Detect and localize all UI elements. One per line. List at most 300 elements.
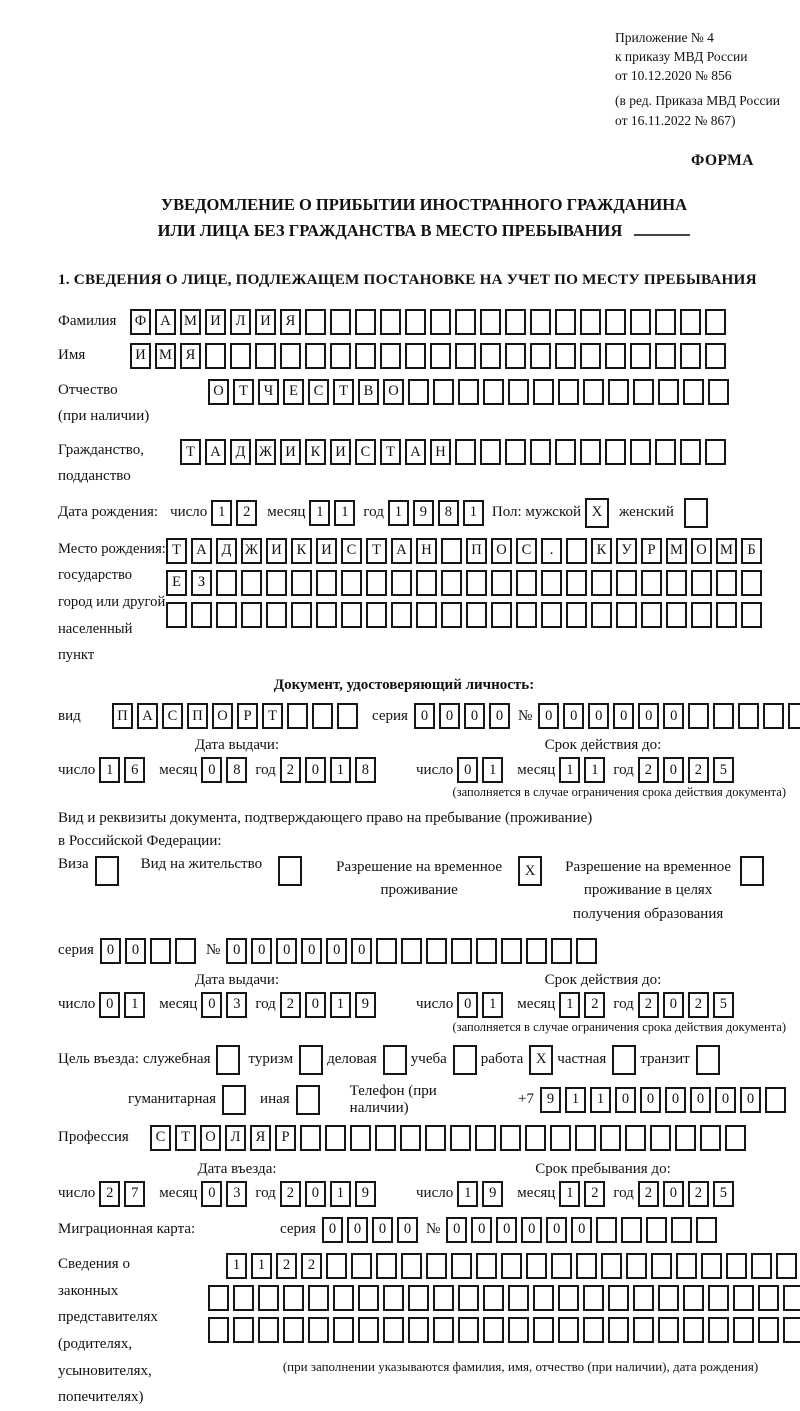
form-cell[interactable]: 0 [351, 938, 372, 964]
form-cell[interactable] [533, 1317, 554, 1343]
form-cell[interactable]: 0 [740, 1087, 761, 1113]
form-cell[interactable] [425, 1125, 446, 1151]
form-cell[interactable]: 0 [489, 703, 510, 729]
form-cell[interactable]: 0 [521, 1217, 542, 1243]
form-cell[interactable]: 0 [226, 938, 247, 964]
form-cell[interactable] [655, 309, 676, 335]
form-cell[interactable]: 1 [251, 1253, 272, 1279]
form-cell[interactable]: Р [275, 1125, 296, 1151]
form-cell[interactable] [741, 570, 762, 596]
form-cell[interactable]: 0 [201, 1181, 222, 1207]
form-cell[interactable]: 1 [124, 992, 145, 1018]
form-cell[interactable]: 5 [713, 1181, 734, 1207]
form-cell[interactable] [441, 538, 462, 564]
form-cell[interactable] [299, 1045, 323, 1075]
form-cell[interactable] [558, 379, 579, 405]
form-cell[interactable] [680, 309, 701, 335]
form-cell[interactable]: 9 [355, 992, 376, 1018]
form-cell[interactable] [683, 1285, 704, 1311]
form-cell[interactable]: 1 [457, 1181, 478, 1207]
form-cell[interactable]: 2 [688, 757, 709, 783]
form-cell[interactable] [483, 379, 504, 405]
form-cell[interactable] [341, 602, 362, 628]
form-cell[interactable]: Я [180, 343, 201, 369]
form-cell[interactable] [333, 1317, 354, 1343]
form-cell[interactable] [453, 1045, 477, 1075]
form-cell[interactable]: 0 [276, 938, 297, 964]
form-cell[interactable]: Я [250, 1125, 271, 1151]
form-cell[interactable] [380, 309, 401, 335]
form-cell[interactable]: X [529, 1045, 553, 1075]
form-cell[interactable]: 2 [638, 757, 659, 783]
form-cell[interactable]: 0 [640, 1087, 661, 1113]
form-cell[interactable]: О [383, 379, 404, 405]
form-cell[interactable] [696, 1217, 717, 1243]
form-cell[interactable] [633, 1285, 654, 1311]
form-cell[interactable] [541, 602, 562, 628]
form-cell[interactable]: 0 [663, 992, 684, 1018]
form-cell[interactable] [658, 379, 679, 405]
form-cell[interactable]: И [130, 343, 151, 369]
form-cell[interactable]: И [316, 538, 337, 564]
form-cell[interactable] [600, 1125, 621, 1151]
form-cell[interactable] [541, 570, 562, 596]
form-cell[interactable] [408, 1317, 429, 1343]
form-cell[interactable]: О [200, 1125, 221, 1151]
form-cell[interactable]: Ф [130, 309, 151, 335]
form-cell[interactable] [501, 938, 522, 964]
form-cell[interactable] [740, 856, 764, 886]
form-cell[interactable] [655, 343, 676, 369]
form-cell[interactable]: 0 [201, 757, 222, 783]
form-cell[interactable] [608, 379, 629, 405]
form-cell[interactable]: И [266, 538, 287, 564]
form-cell[interactable]: 0 [663, 703, 684, 729]
form-cell[interactable]: Т [262, 703, 283, 729]
form-cell[interactable] [575, 1125, 596, 1151]
form-cell[interactable] [505, 309, 526, 335]
form-cell[interactable] [583, 1317, 604, 1343]
form-cell[interactable]: А [191, 538, 212, 564]
form-cell[interactable]: Н [430, 439, 451, 465]
form-cell[interactable]: 0 [251, 938, 272, 964]
form-cell[interactable]: Л [230, 309, 251, 335]
form-cell[interactable] [287, 703, 308, 729]
form-cell[interactable] [216, 1045, 240, 1075]
form-cell[interactable] [525, 1125, 546, 1151]
form-cell[interactable] [580, 309, 601, 335]
form-cell[interactable] [701, 1253, 722, 1279]
form-cell[interactable] [555, 439, 576, 465]
form-cell[interactable]: Т [380, 439, 401, 465]
form-cell[interactable]: 2 [280, 992, 301, 1018]
form-cell[interactable] [483, 1317, 504, 1343]
form-cell[interactable] [433, 1317, 454, 1343]
form-cell[interactable] [626, 1253, 647, 1279]
form-cell[interactable]: 3 [226, 992, 247, 1018]
form-cell[interactable]: Л [225, 1125, 246, 1151]
form-cell[interactable]: 0 [571, 1217, 592, 1243]
form-cell[interactable]: И [205, 309, 226, 335]
form-cell[interactable] [508, 379, 529, 405]
form-cell[interactable] [258, 1285, 279, 1311]
form-cell[interactable] [526, 1253, 547, 1279]
form-cell[interactable]: 1 [590, 1087, 611, 1113]
form-cell[interactable] [408, 1285, 429, 1311]
form-cell[interactable] [405, 309, 426, 335]
form-cell[interactable] [341, 570, 362, 596]
form-cell[interactable] [376, 1253, 397, 1279]
form-cell[interactable]: С [150, 1125, 171, 1151]
form-cell[interactable] [605, 439, 626, 465]
form-cell[interactable] [580, 343, 601, 369]
form-cell[interactable]: Р [237, 703, 258, 729]
form-cell[interactable]: М [180, 309, 201, 335]
form-cell[interactable]: Д [216, 538, 237, 564]
form-cell[interactable] [500, 1125, 521, 1151]
form-cell[interactable]: X [518, 856, 542, 886]
form-cell[interactable] [316, 570, 337, 596]
form-cell[interactable] [95, 856, 119, 886]
form-cell[interactable] [783, 1285, 800, 1311]
form-cell[interactable]: 0 [496, 1217, 517, 1243]
form-cell[interactable]: 1 [226, 1253, 247, 1279]
form-cell[interactable]: 0 [414, 703, 435, 729]
form-cell[interactable] [450, 1125, 471, 1151]
form-cell[interactable] [680, 439, 701, 465]
form-cell[interactable] [430, 309, 451, 335]
form-cell[interactable] [508, 1285, 529, 1311]
form-cell[interactable] [400, 1125, 421, 1151]
form-cell[interactable]: Е [283, 379, 304, 405]
form-cell[interactable] [683, 1317, 704, 1343]
form-cell[interactable] [583, 1285, 604, 1311]
form-cell[interactable]: 1 [211, 500, 232, 526]
form-cell[interactable]: 0 [546, 1217, 567, 1243]
form-cell[interactable]: С [355, 439, 376, 465]
form-cell[interactable] [433, 379, 454, 405]
form-cell[interactable] [508, 1317, 529, 1343]
form-cell[interactable]: 0 [201, 992, 222, 1018]
form-cell[interactable]: 0 [471, 1217, 492, 1243]
form-cell[interactable]: К [291, 538, 312, 564]
form-cell[interactable]: 0 [326, 938, 347, 964]
form-cell[interactable]: 6 [124, 757, 145, 783]
form-cell[interactable] [480, 343, 501, 369]
form-cell[interactable] [330, 309, 351, 335]
form-cell[interactable] [530, 309, 551, 335]
form-cell[interactable] [591, 570, 612, 596]
form-cell[interactable]: И [255, 309, 276, 335]
form-cell[interactable]: П [112, 703, 133, 729]
form-cell[interactable]: Т [180, 439, 201, 465]
form-cell[interactable] [555, 343, 576, 369]
form-cell[interactable]: 2 [638, 1181, 659, 1207]
form-cell[interactable]: 0 [665, 1087, 686, 1113]
form-cell[interactable] [505, 343, 526, 369]
form-cell[interactable] [475, 1125, 496, 1151]
form-cell[interactable]: Т [166, 538, 187, 564]
form-cell[interactable] [491, 570, 512, 596]
form-cell[interactable]: 0 [638, 703, 659, 729]
form-cell[interactable] [651, 1253, 672, 1279]
form-cell[interactable] [458, 379, 479, 405]
form-cell[interactable]: О [491, 538, 512, 564]
form-cell[interactable] [383, 1317, 404, 1343]
form-cell[interactable]: Б [741, 538, 762, 564]
form-cell[interactable] [680, 343, 701, 369]
form-cell[interactable]: А [155, 309, 176, 335]
form-cell[interactable]: К [305, 439, 326, 465]
form-cell[interactable]: 2 [301, 1253, 322, 1279]
form-cell[interactable] [316, 602, 337, 628]
form-cell[interactable]: 1 [559, 1181, 580, 1207]
form-cell[interactable] [608, 1285, 629, 1311]
form-cell[interactable] [380, 343, 401, 369]
form-cell[interactable] [266, 602, 287, 628]
form-cell[interactable] [505, 439, 526, 465]
form-cell[interactable] [530, 439, 551, 465]
form-cell[interactable] [383, 1285, 404, 1311]
form-cell[interactable]: Я [280, 309, 301, 335]
form-cell[interactable] [258, 1317, 279, 1343]
form-cell[interactable] [630, 343, 651, 369]
form-cell[interactable]: 0 [125, 938, 146, 964]
form-cell[interactable]: Ж [255, 439, 276, 465]
form-cell[interactable]: 2 [584, 1181, 605, 1207]
form-cell[interactable] [650, 1125, 671, 1151]
form-cell[interactable]: 8 [226, 757, 247, 783]
form-cell[interactable] [666, 570, 687, 596]
form-cell[interactable]: 0 [100, 938, 121, 964]
form-cell[interactable] [776, 1253, 797, 1279]
form-cell[interactable] [441, 570, 462, 596]
form-cell[interactable] [455, 309, 476, 335]
form-cell[interactable] [666, 602, 687, 628]
form-cell[interactable] [708, 1317, 729, 1343]
form-cell[interactable]: А [137, 703, 158, 729]
form-cell[interactable]: П [187, 703, 208, 729]
form-cell[interactable] [691, 570, 712, 596]
form-cell[interactable]: 8 [438, 500, 459, 526]
form-cell[interactable] [576, 1253, 597, 1279]
form-cell[interactable] [658, 1317, 679, 1343]
form-cell[interactable] [296, 1085, 320, 1115]
form-cell[interactable] [300, 1125, 321, 1151]
form-cell[interactable] [241, 602, 262, 628]
form-cell[interactable] [350, 1125, 371, 1151]
form-cell[interactable]: 9 [540, 1087, 561, 1113]
form-cell[interactable]: 0 [588, 703, 609, 729]
form-cell[interactable] [616, 570, 637, 596]
form-cell[interactable]: 2 [276, 1253, 297, 1279]
form-cell[interactable] [191, 602, 212, 628]
form-cell[interactable] [455, 343, 476, 369]
form-cell[interactable]: 0 [690, 1087, 711, 1113]
form-cell[interactable]: Ж [241, 538, 262, 564]
form-cell[interactable]: У [616, 538, 637, 564]
form-cell[interactable] [451, 938, 472, 964]
form-cell[interactable] [308, 1285, 329, 1311]
form-cell[interactable]: Т [366, 538, 387, 564]
form-cell[interactable]: 7 [124, 1181, 145, 1207]
form-cell[interactable] [630, 439, 651, 465]
form-cell[interactable] [751, 1253, 772, 1279]
form-cell[interactable]: 0 [613, 703, 634, 729]
form-cell[interactable] [655, 439, 676, 465]
form-cell[interactable]: 0 [305, 757, 326, 783]
form-cell[interactable]: М [716, 538, 737, 564]
form-cell[interactable] [150, 938, 171, 964]
form-cell[interactable] [391, 570, 412, 596]
form-cell[interactable] [713, 703, 734, 729]
form-cell[interactable]: С [308, 379, 329, 405]
form-cell[interactable] [278, 856, 302, 886]
form-cell[interactable]: З [191, 570, 212, 596]
form-cell[interactable]: 0 [446, 1217, 467, 1243]
form-cell[interactable]: П [466, 538, 487, 564]
form-cell[interactable]: 0 [715, 1087, 736, 1113]
form-cell[interactable] [358, 1285, 379, 1311]
form-cell[interactable]: Е [166, 570, 187, 596]
form-cell[interactable] [233, 1285, 254, 1311]
form-cell[interactable]: 1 [482, 757, 503, 783]
form-cell[interactable] [291, 570, 312, 596]
form-cell[interactable] [641, 602, 662, 628]
form-cell[interactable] [758, 1317, 779, 1343]
form-cell[interactable]: 1 [334, 500, 355, 526]
form-cell[interactable] [383, 1045, 407, 1075]
form-cell[interactable] [355, 343, 376, 369]
form-cell[interactable] [763, 703, 784, 729]
form-cell[interactable] [476, 1253, 497, 1279]
form-cell[interactable]: X [585, 498, 609, 528]
form-cell[interactable] [255, 343, 276, 369]
form-cell[interactable]: Т [175, 1125, 196, 1151]
form-cell[interactable] [458, 1317, 479, 1343]
form-cell[interactable]: К [591, 538, 612, 564]
form-cell[interactable] [616, 602, 637, 628]
form-cell[interactable]: 1 [584, 757, 605, 783]
form-cell[interactable] [716, 570, 737, 596]
form-cell[interactable]: 0 [663, 757, 684, 783]
form-cell[interactable] [526, 938, 547, 964]
form-cell[interactable] [646, 1217, 667, 1243]
form-cell[interactable]: И [330, 439, 351, 465]
form-cell[interactable] [675, 1125, 696, 1151]
form-cell[interactable] [788, 703, 800, 729]
form-cell[interactable] [608, 1317, 629, 1343]
form-cell[interactable]: 2 [638, 992, 659, 1018]
form-cell[interactable] [205, 343, 226, 369]
form-cell[interactable] [566, 602, 587, 628]
form-cell[interactable]: С [162, 703, 183, 729]
form-cell[interactable]: 2 [688, 1181, 709, 1207]
form-cell[interactable] [633, 379, 654, 405]
form-cell[interactable] [566, 570, 587, 596]
form-cell[interactable]: О [212, 703, 233, 729]
form-cell[interactable] [405, 343, 426, 369]
form-cell[interactable] [416, 602, 437, 628]
form-cell[interactable]: Т [333, 379, 354, 405]
form-cell[interactable] [612, 1045, 636, 1075]
form-cell[interactable] [366, 570, 387, 596]
form-cell[interactable] [691, 602, 712, 628]
form-cell[interactable] [555, 309, 576, 335]
form-cell[interactable]: 0 [439, 703, 460, 729]
form-cell[interactable] [550, 1125, 571, 1151]
form-cell[interactable] [266, 570, 287, 596]
form-cell[interactable]: 0 [322, 1217, 343, 1243]
form-cell[interactable] [376, 938, 397, 964]
form-cell[interactable]: 0 [538, 703, 559, 729]
form-cell[interactable] [551, 938, 572, 964]
form-cell[interactable] [351, 1253, 372, 1279]
form-cell[interactable] [455, 439, 476, 465]
form-cell[interactable] [741, 602, 762, 628]
form-cell[interactable]: 1 [99, 757, 120, 783]
form-cell[interactable] [337, 703, 358, 729]
form-cell[interactable] [683, 379, 704, 405]
form-cell[interactable] [458, 1285, 479, 1311]
form-cell[interactable] [222, 1085, 246, 1115]
form-cell[interactable] [491, 602, 512, 628]
form-cell[interactable]: 0 [563, 703, 584, 729]
form-cell[interactable] [783, 1317, 800, 1343]
form-cell[interactable]: 2 [584, 992, 605, 1018]
form-cell[interactable] [583, 379, 604, 405]
form-cell[interactable] [630, 309, 651, 335]
form-cell[interactable]: 2 [280, 757, 301, 783]
form-cell[interactable] [166, 602, 187, 628]
form-cell[interactable] [441, 602, 462, 628]
form-cell[interactable] [426, 938, 447, 964]
form-cell[interactable] [216, 570, 237, 596]
form-cell[interactable] [330, 343, 351, 369]
form-cell[interactable] [633, 1317, 654, 1343]
form-cell[interactable] [408, 379, 429, 405]
form-cell[interactable]: . [541, 538, 562, 564]
form-cell[interactable] [696, 1045, 720, 1075]
form-cell[interactable] [480, 439, 501, 465]
form-cell[interactable]: А [205, 439, 226, 465]
form-cell[interactable]: Т [233, 379, 254, 405]
form-cell[interactable] [416, 570, 437, 596]
form-cell[interactable] [516, 570, 537, 596]
form-cell[interactable] [433, 1285, 454, 1311]
form-cell[interactable]: 1 [330, 1181, 351, 1207]
form-cell[interactable]: 1 [559, 757, 580, 783]
form-cell[interactable]: 0 [663, 1181, 684, 1207]
form-cell[interactable] [325, 1125, 346, 1151]
form-cell[interactable]: 0 [464, 703, 485, 729]
form-cell[interactable] [688, 703, 709, 729]
form-cell[interactable]: 3 [226, 1181, 247, 1207]
form-cell[interactable]: А [391, 538, 412, 564]
form-cell[interactable] [233, 1317, 254, 1343]
form-cell[interactable] [530, 343, 551, 369]
form-cell[interactable]: О [208, 379, 229, 405]
form-cell[interactable]: 0 [397, 1217, 418, 1243]
form-cell[interactable] [280, 343, 301, 369]
form-cell[interactable] [765, 1087, 786, 1113]
form-cell[interactable] [758, 1285, 779, 1311]
form-cell[interactable] [671, 1217, 692, 1243]
form-cell[interactable] [358, 1317, 379, 1343]
form-cell[interactable]: 1 [330, 992, 351, 1018]
form-cell[interactable]: 0 [301, 938, 322, 964]
form-cell[interactable] [591, 602, 612, 628]
